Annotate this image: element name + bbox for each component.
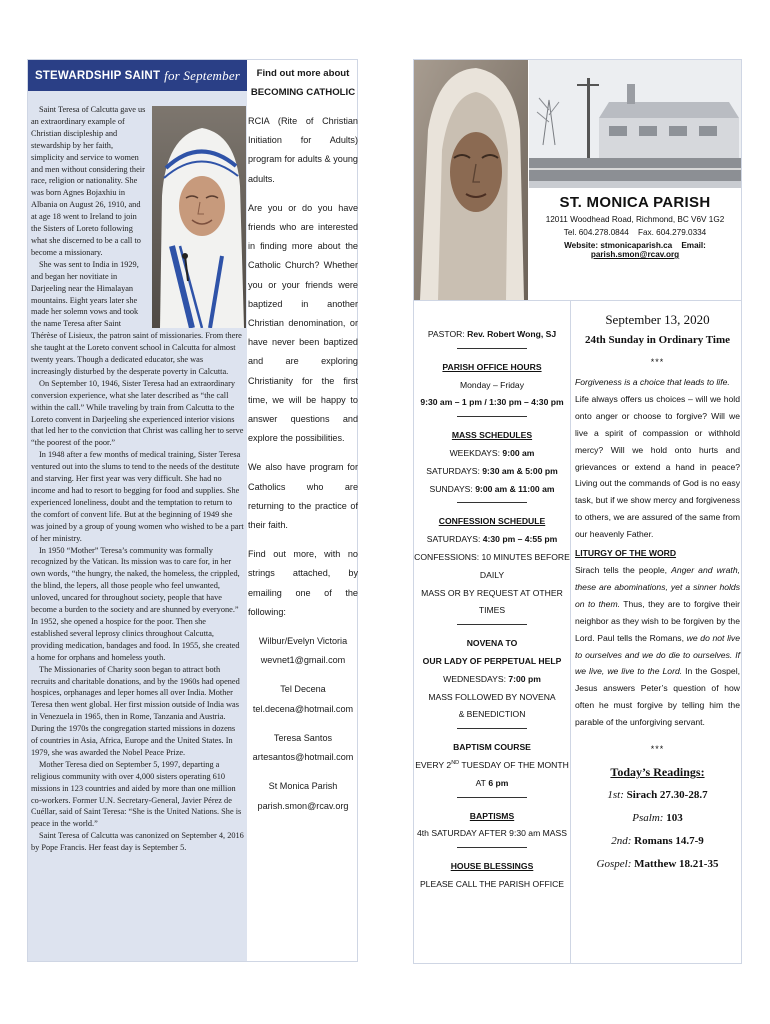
- contact-email[interactable]: tel.decena@hotmail.com: [252, 703, 354, 714]
- confession-note: MASS OR BY REQUEST AT OTHER TIMES: [421, 587, 563, 616]
- section-rule: [457, 797, 527, 798]
- photo-caption-strip: [529, 181, 741, 188]
- reading-ref: Matthew 18.21-35: [634, 858, 719, 871]
- contact-email[interactable]: parish.smon@rcav.org: [257, 800, 349, 811]
- weekdays-label: WEEKDAYS:: [449, 447, 501, 458]
- section-rule: [457, 416, 527, 417]
- st-monica-statue-image: [414, 60, 528, 300]
- novena-title: OUR LADY OF PERPETUAL HELP: [422, 655, 562, 666]
- statue-portrait-icon: [414, 60, 528, 300]
- reading-ref: Romans 14.7-9: [634, 835, 704, 848]
- novena-note: & BENEDICTION: [458, 709, 526, 720]
- liturgy-text: [575, 562, 740, 731]
- confession-title: CONFESSION SCHEDULE: [438, 516, 546, 527]
- novena-note: MASS FOLLOWED BY NOVENA: [428, 691, 556, 702]
- sundays-label: SUNDAYS:: [429, 483, 473, 494]
- baptism-course-line: [414, 757, 570, 793]
- stewardship-saint-header: [28, 60, 247, 91]
- reading-label: 1st:: [607, 789, 624, 802]
- contact-name: St Monica Parish: [268, 781, 338, 792]
- baptism-course-pre: EVERY 2: [415, 759, 452, 770]
- returning-catholics-text: We also have program for Catholics who are returning to the practice of their faith.: [248, 462, 358, 531]
- section-rule: [457, 348, 527, 349]
- parish-web-email: [529, 241, 741, 259]
- saint-header-month: for September: [164, 67, 241, 83]
- contact-name: Tel Decena: [280, 684, 326, 695]
- todays-readings: [575, 761, 740, 876]
- parish-schedule-column: [414, 326, 570, 946]
- parish-email-label: Email:: [681, 241, 706, 250]
- mass-schedules-title: MASS SCHEDULES: [451, 430, 533, 441]
- section-rule: [457, 847, 527, 848]
- contact-email[interactable]: artesantos@hotmail.com: [252, 752, 354, 763]
- church-building-photo: [529, 60, 741, 181]
- saint-paragraph: Mother Teresa died on September 5, 1997, departing a religious community with over 4,000 sisters operating 610 missions in 123 countries and aided by more than one million co-workers. Former U.N. Secretary-General, Javier Pérez de Cuéllar, said of Saint Teresa: “She is the United Nations. She is peace in the world.”: [31, 759, 242, 829]
- parish-info-block: [529, 188, 741, 300]
- novena-day-label: WEDNESDAYS:: [443, 673, 506, 684]
- confession-sat-label: SATURDAYS:: [426, 534, 481, 545]
- reading-ref: 103: [666, 812, 683, 825]
- liturgy-title: LITURGY OF THE WORD: [575, 548, 677, 559]
- rcia-text: RCIA (Rite of Christian Initiation for Adults) program for adults & young adults.: [248, 116, 358, 184]
- saint-paragraph: In 1948 after a few months of medical training, Sister Teresa ventured out into the slums to tend to the needs of the destitute and starving. Her first year was very difficult. She had no income and had to resort to begging for food and supplies. She experienced loneliness, doubt and the temptation to return to the comfort of convent life. But at the beginning of 1949 she was joined by a group of young women who wished to be a part of her ministry.: [31, 450, 244, 543]
- saturdays-time: 9:30 am & 5:00 pm: [482, 465, 558, 476]
- office-hours-title: PARISH OFFICE HOURS: [442, 361, 542, 372]
- novena-day-time: 7:00 pm: [508, 673, 541, 684]
- baptism-course-time: 6 pm: [488, 777, 509, 788]
- contact-email[interactable]: wevnet1@gmail.com: [260, 655, 346, 666]
- confession-note: CONFESSIONS: 10 MINUTES BEFORE DAILY: [414, 551, 570, 580]
- separator-stars: ***: [650, 744, 665, 755]
- mother-teresa-photo: [152, 106, 246, 328]
- readings-title: Today’s Readings:: [610, 765, 705, 780]
- reading-label: Psalm:: [632, 812, 664, 825]
- separator-stars: ***: [650, 357, 665, 367]
- pastor-name: Rev. Robert Wong, SJ: [467, 329, 557, 339]
- saint-paragraph: She was sent to India in 1929, and began her novitiate in Darjeeling near the Himalayan mountains. Eight years later she made her solemn vows and took the name Teresa after Saint Thérèse of Lisieux, the patron saint of missionaries. From there she taught at the Loreto convent school in Calcutta for almost twenty years. Though a dedicated educator, she was increasingly disturbed by the desperate poverty in Calcutta.: [31, 259, 242, 376]
- sunday-title: 24th Sunday in Ordinary Time: [584, 334, 731, 346]
- parish-phone-fax: [529, 228, 741, 237]
- sundays-time: 9:00 am & 11:00 am: [475, 483, 555, 494]
- baptism-course-title: BAPTISM COURSE: [453, 742, 531, 753]
- reading-ref: Sirach 27.30-28.7: [626, 789, 708, 802]
- parish-address: 12011 Woodhead Road, Richmond, BC V6V 1G2: [545, 215, 725, 224]
- mother-teresa-portrait-icon: [152, 106, 246, 328]
- saint-paragraph: In 1950 “Mother” Teresa’s community was formally recognized by the Vatican. Its mission was to care for, in her own words, “the hungry, the naked, the homeless, the crippled, the blind, the lepers, all those people who feel unwanted, unloved, uncared for throughout society, people that have become a burden to the society and are shunned by everyone.” In 1952, she opened a hospice for the poor. Then she established several leprosy clinics throughout Calcutta, providing medication, bandages and food. In 1955, she created a home for orphans and homeless youth.: [31, 545, 240, 662]
- bulletin-date: September 13, 2020: [605, 312, 710, 327]
- liturgy-part: Thus, they are to forgive their neighbor as they wish to be forgiven by the Lord. Paul tells the Romans,: [575, 598, 740, 643]
- liturgy-quote: we do not live to ourselves and we do die to ourselves. If we live, we live to the Lord.: [575, 632, 740, 677]
- office-days: Monday – Friday: [459, 379, 524, 390]
- saint-paragraph: Saint Teresa of Calcutta gave us an extraordinary example of Christian discipleship and stewardship by her faith, simplicity and service to women and men without considering their race, religion or nationality. She was born Agnes Bojaxhiu in Albania on August 26, 1910, and at age 18 went to Ireland to join the Sisters of Loreto following what she discerned to be a call to become a missionary.: [31, 105, 146, 257]
- no-strings-text: Find out more, with no strings attached, by emailing one of the following:: [248, 549, 358, 617]
- friends-text: Are you or do you have friends who are interested in finding more about the Catholic Church? Whether you or your friends were baptized in another Christian denomination, or have never been baptized and are exploring Christianity for the first time, we will be happy to answer questions and explore the possibilities.: [248, 202, 358, 444]
- liturgy-part: In the Gospel, Jesus answers Peter’s question of how often he must forgive by telling him the parable of the unforgiving servant.: [575, 666, 740, 728]
- saint-header-main: STEWARDSHIP SAINT: [34, 69, 161, 82]
- novena-title: NOVENA TO: [466, 638, 518, 649]
- catholic-title-line2: BECOMING CATHOLIC: [250, 87, 356, 98]
- parish-email-link[interactable]: parish.smon@rcav.org: [590, 250, 680, 259]
- saint-paragraph: Saint Teresa of Calcutta was canonized on September 4, 2016 by Pope Francis. Her feast day is September 5.: [31, 831, 244, 853]
- parish-fax: Fax. 604.279.0334: [637, 228, 707, 237]
- confession-sat-time: 4:30 pm – 4:55 pm: [482, 534, 558, 545]
- contact-name: Teresa Santos: [273, 732, 333, 743]
- catholic-title-line1: Find out more about: [256, 68, 350, 79]
- baptisms-title: BAPTISMS: [469, 810, 515, 821]
- reflection-heading: Forgiveness is a choice that leads to life.: [575, 377, 730, 387]
- saint-paragraph: The Missionaries of Charity soon began to attract both recruits and charitable donations, and by the 1960s had opened hospices, orphanages and leper homes all over India. Mother Teresa then went global. Her first mission outside of India was in Venezuela in 1965, then in Rome, Tanzania and Austria. During the 1970s the congregation started missions in dozens of countries in Asia, Africa, Europe and the United States. In 1979, she was awarded the Nobel Peace Prize.: [31, 664, 240, 757]
- liturgy-part: Sirach tells the people,: [575, 564, 668, 575]
- reflection-text: Life always offers us choices – will we hold onto anger or choose to forgive? Will we live a spirit of compassion or withhold mercy? Will we hold onto hurts and grievances or extend a hand in peace? Living out the commands of God is no easy task, but if we show mercy and forgiveness to others, we are assured of the same from our heavenly Father.: [575, 393, 740, 540]
- baptism-course-mid: TUESDAY OF THE MONTH AT: [461, 759, 569, 788]
- parish-name: ST. MONICA PARISH: [559, 194, 711, 211]
- becoming-catholic-column: [248, 64, 358, 924]
- section-rule: [457, 728, 527, 729]
- liturgy-quote: Anger and wrath, these are abominations, yet a sinner holds on to them.: [575, 564, 740, 609]
- pastor-label: PASTOR:: [427, 329, 465, 339]
- saturdays-label: SATURDAYS:: [426, 465, 480, 476]
- contact-name: Wilbur/Evelyn Victoria: [258, 636, 348, 647]
- horizontal-divider: [414, 300, 741, 301]
- parish-website[interactable]: Website: stmonicaparish.ca: [564, 241, 673, 250]
- reading-label: Gospel:: [596, 858, 632, 871]
- baptisms-text: 4th SATURDAY AFTER 9:30 am MASS: [417, 828, 567, 839]
- liturgy-column: [575, 310, 740, 950]
- church-building-icon: [529, 60, 741, 181]
- baptism-course-sup: ND: [451, 760, 460, 767]
- saint-paragraph: On September 10, 1946, Sister Teresa had an extraordinary conversion experience, what she later described as “the call within the call.” While traveling by train from Calcutta to the Loreto convent in Darjeeling she experienced interior visions that led her to the conviction that Christ was calling her to serve “the poorest of the poor.”: [31, 378, 244, 448]
- house-blessings-title: HOUSE BLESSINGS: [450, 861, 534, 872]
- weekdays-time: 9:00 am: [502, 447, 535, 458]
- house-blessings-text: PLEASE CALL THE PARISH OFFICE: [419, 878, 565, 889]
- office-times: 9:30 am – 1 pm / 1:30 pm – 4:30 pm: [420, 397, 564, 408]
- pastor-line: [414, 326, 570, 344]
- section-rule: [457, 502, 527, 503]
- vertical-divider: [570, 301, 571, 963]
- parish-tel: Tel. 604.278.0844: [563, 228, 629, 237]
- reading-label: 2nd:: [611, 835, 632, 848]
- section-rule: [457, 624, 527, 625]
